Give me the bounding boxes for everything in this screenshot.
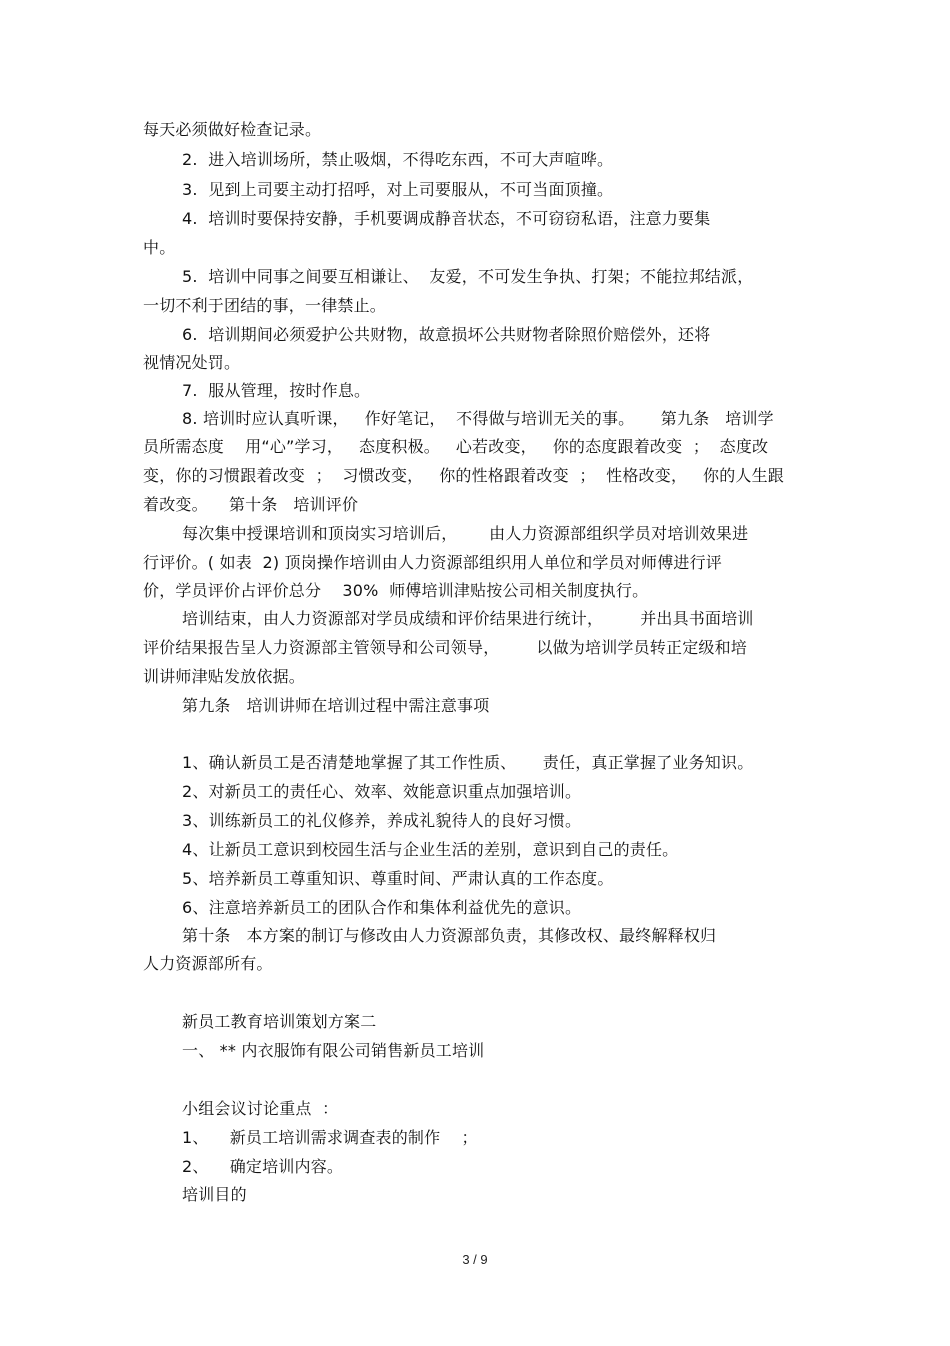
list-item: 2、对新员工的责任心、效率、效能意识重点加强培训。 (182, 782, 582, 801)
text-line: 变，你的习惯跟着改变 ； 习惯改变， 你的性格跟着改变 ； 性格改变， 你的人生跟 (143, 466, 785, 485)
text-line: 行评价。( 如表 2) 顶岗操作培训由人力资源部组织用人单位和学员对师傅进行评 (143, 553, 723, 572)
section-heading: 一、 ** 内衣服饰有限公司销售新员工培训 (182, 1041, 485, 1060)
text-line: 人力资源部所有。 (143, 954, 273, 973)
section-title: 新员工教育培训策划方案二 (182, 1012, 377, 1031)
text-line: 训讲师津贴发放依据。 (143, 667, 306, 686)
text-line: 每次集中授课培训和顶岗实习培训后， 由人力资源部组织学员对培训效果进 (182, 524, 749, 543)
list-item: 4、让新员工意识到校园生活与企业生活的差别，意识到自己的责任。 (182, 840, 679, 859)
text-line: 中。 (143, 238, 176, 257)
text-line: 8. 培训时应认真听课， 作好笔记， 不得做与培训无关的事。 第九条 培训学 (182, 409, 774, 428)
text-line: 小组会议讨论重点 ： (182, 1099, 339, 1118)
text-line: 价，学员评价占评价总分 30% 师傅培训津贴按公司相关制度执行。 (143, 581, 649, 600)
text-line: 培训目的 (182, 1185, 247, 1204)
list-item: 3、训练新员工的礼仪修养，养成礼貌待人的良好习惯。 (182, 811, 582, 830)
text-line: 培训结束，由人力资源部对学员成绩和评价结果进行统计， 并出具书面培训 (182, 609, 754, 628)
list-item: 1、 新员工培训需求调查表的制作 ； (182, 1128, 478, 1147)
text-line: 员所需态度 用“心”学习， 态度积极。 心若改变， 你的态度跟着改变 ； 态度改 (143, 437, 769, 456)
list-item: 1、确认新员工是否清楚地掌握了其工作性质、 责任，真正掌握了业务知识。 (182, 753, 754, 772)
section-heading: 第九条 培训讲师在培训过程中需注意事项 (182, 696, 490, 715)
list-item: 6、注意培养新员工的团队合作和集体利益优先的意识。 (182, 898, 582, 917)
text-line: 视情况处罚。 (143, 353, 241, 372)
text-line: 2. 进入培训场所，禁止吸烟，不得吃东西，不可大声喧哗。 (182, 150, 614, 169)
text-line: 7. 服从管理，按时作息。 (182, 381, 371, 400)
page-number: 3 / 9 (462, 1252, 488, 1267)
list-item: 5、培养新员工尊重知识、尊重时间、严肃认真的工作态度。 (182, 869, 614, 888)
list-item: 2、 确定培训内容。 (182, 1157, 344, 1176)
text-line: 3. 见到上司要主动打招呼，对上司要服从，不可当面顶撞。 (182, 180, 614, 199)
text-line: 5. 培训中同事之间要互相谦让、 友爱，不可发生争执、打架；不能拉邦结派， (182, 267, 754, 286)
text-line: 第十条 本方案的制订与修改由人力资源部负责，其修改权、最终解释权归 (182, 926, 717, 945)
text-line: 每天必须做好检查记录。 (143, 120, 322, 139)
text-line: 6. 培训期间必须爱护公共财物，故意损坏公共财物者除照价赔偿外，还将 (182, 325, 711, 344)
text-line: 4. 培训时要保持安静，手机要调成静音状态，不可窃窃私语，注意力要集 (182, 209, 711, 228)
text-line: 着改变。 第十条 培训评价 (143, 495, 359, 514)
text-line: 评价结果报告呈人力资源部主管领导和公司领导， 以做为培训学员转正定级和培 (143, 638, 748, 657)
text-line: 一切不利于团结的事，一律禁止。 (143, 296, 387, 315)
